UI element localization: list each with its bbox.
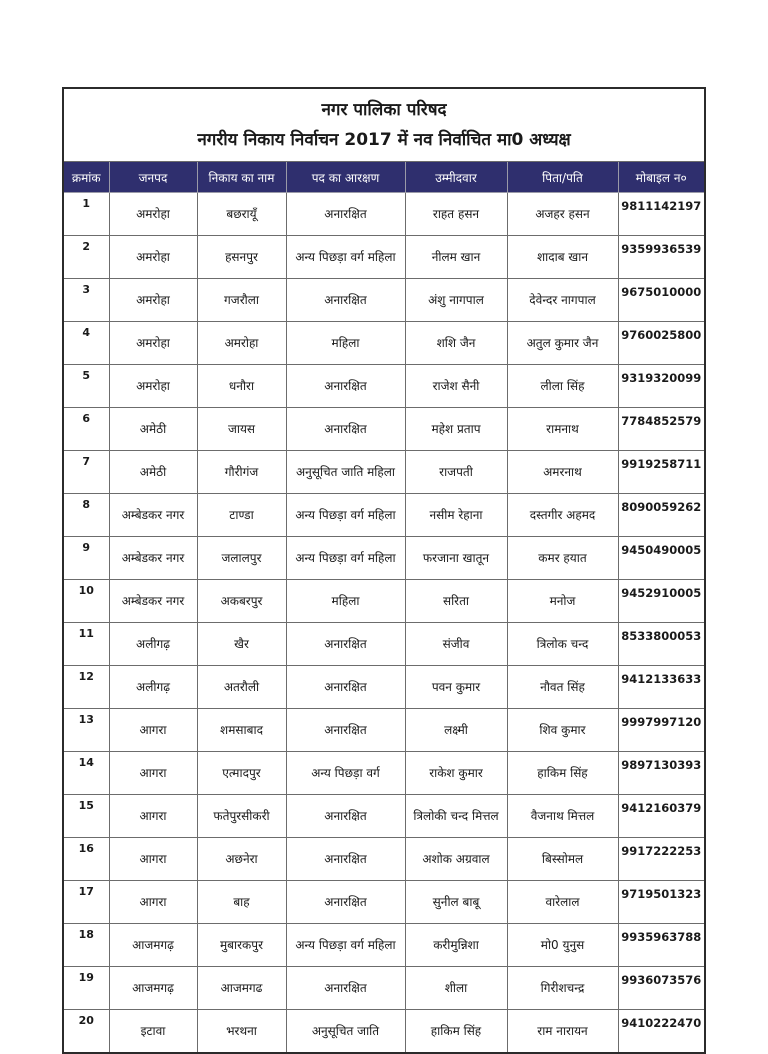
- cell-mobile: 7784852579: [618, 408, 705, 451]
- table-row: [63, 881, 705, 924]
- table-row: [63, 279, 705, 322]
- table-row: [63, 451, 705, 494]
- cell-district: आगरा: [109, 752, 197, 795]
- cell-body-name: बछरायूँ: [197, 193, 286, 236]
- cell-candidate: अंशु नागपाल: [405, 279, 507, 322]
- results-table: [62, 87, 706, 1054]
- cell-candidate: संजीव: [405, 623, 507, 666]
- cell-mobile: 8090059262: [618, 494, 705, 537]
- cell-district: अमेठी: [109, 408, 197, 451]
- cell-district: आजमगढ़: [109, 967, 197, 1010]
- cell-reservation: अनारक्षित: [286, 967, 405, 1010]
- cell-body-name: शमसाबाद: [197, 709, 286, 752]
- cell-serial: 13: [63, 709, 109, 752]
- cell-body-name: अमरोहा: [197, 322, 286, 365]
- cell-mobile: 9319320099: [618, 365, 705, 408]
- cell-candidate: सुनील बाबू: [405, 881, 507, 924]
- cell-reservation: अनारक्षित: [286, 365, 405, 408]
- cell-serial: 17: [63, 881, 109, 924]
- table-row: [63, 924, 705, 967]
- table-row: [63, 967, 705, 1010]
- cell-district: अमरोहा: [109, 365, 197, 408]
- table-row: [63, 322, 705, 365]
- cell-relative: लीला सिंह: [507, 365, 618, 408]
- cell-district: अम्बेडकर नगर: [109, 494, 197, 537]
- cell-candidate: राजेश सैनी: [405, 365, 507, 408]
- table-row: [63, 752, 705, 795]
- table-row: [63, 666, 705, 709]
- header-reservation: पद का आरक्षण: [286, 162, 405, 193]
- cell-relative: देवेन्दर नागपाल: [507, 279, 618, 322]
- cell-mobile: 9410222470: [618, 1010, 705, 1054]
- cell-candidate: लक्ष्मी: [405, 709, 507, 752]
- cell-relative: रामनाथ: [507, 408, 618, 451]
- cell-candidate: राकेश कुमार: [405, 752, 507, 795]
- cell-candidate: करीमुन्निशा: [405, 924, 507, 967]
- cell-serial: 20: [63, 1010, 109, 1054]
- cell-district: आगरा: [109, 838, 197, 881]
- cell-district: अमेठी: [109, 451, 197, 494]
- cell-serial: 16: [63, 838, 109, 881]
- cell-body-name: गजरौला: [197, 279, 286, 322]
- cell-candidate: त्रिलोकी चन्द मित्तल: [405, 795, 507, 838]
- cell-mobile: 9452910005: [618, 580, 705, 623]
- cell-serial: 8: [63, 494, 109, 537]
- cell-body-name: मुबारकपुर: [197, 924, 286, 967]
- cell-serial: 1: [63, 193, 109, 236]
- cell-mobile: 9897130393: [618, 752, 705, 795]
- cell-district: आगरा: [109, 881, 197, 924]
- cell-mobile: 9760025800: [618, 322, 705, 365]
- cell-candidate: हाकिम सिंह: [405, 1010, 507, 1054]
- page-title: नगर पालिका परिषद: [321, 100, 447, 120]
- cell-district: अमरोहा: [109, 322, 197, 365]
- cell-district: अमरोहा: [109, 193, 197, 236]
- cell-relative: नौवत सिंह: [507, 666, 618, 709]
- cell-relative: दस्तगीर अहमद: [507, 494, 618, 537]
- cell-mobile: 9412133633: [618, 666, 705, 709]
- cell-district: अलीगढ़: [109, 666, 197, 709]
- cell-candidate: राजपती: [405, 451, 507, 494]
- cell-mobile: 9675010000: [618, 279, 705, 322]
- cell-reservation: अनुसूचित जाति: [286, 1010, 405, 1054]
- cell-body-name: बाह: [197, 881, 286, 924]
- cell-reservation: अन्य पिछड़ा वर्ग: [286, 752, 405, 795]
- cell-candidate: नीलम खान: [405, 236, 507, 279]
- cell-district: अलीगढ़: [109, 623, 197, 666]
- cell-mobile: 9917222253: [618, 838, 705, 881]
- table-row: [63, 709, 705, 752]
- cell-serial: 9: [63, 537, 109, 580]
- cell-reservation: अनारक्षित: [286, 193, 405, 236]
- header-body-name: निकाय का नाम: [197, 162, 286, 193]
- cell-mobile: 9359936539: [618, 236, 705, 279]
- cell-mobile: 9935963788: [618, 924, 705, 967]
- cell-candidate: राहत हसन: [405, 193, 507, 236]
- cell-mobile: 9936073576: [618, 967, 705, 1010]
- cell-district: अमरोहा: [109, 236, 197, 279]
- cell-mobile: 9719501323: [618, 881, 705, 924]
- title-block: [63, 88, 705, 162]
- cell-mobile: 9811142197: [618, 193, 705, 236]
- cell-serial: 12: [63, 666, 109, 709]
- cell-serial: 11: [63, 623, 109, 666]
- cell-serial: 7: [63, 451, 109, 494]
- cell-relative: शादाब खान: [507, 236, 618, 279]
- cell-relative: वारेलाल: [507, 881, 618, 924]
- cell-reservation: अनारक्षित: [286, 795, 405, 838]
- cell-reservation: अन्य पिछड़ा वर्ग महिला: [286, 494, 405, 537]
- cell-body-name: खैर: [197, 623, 286, 666]
- table-row: [63, 623, 705, 666]
- cell-serial: 19: [63, 967, 109, 1010]
- cell-candidate: शशि जैन: [405, 322, 507, 365]
- cell-body-name: हसनपुर: [197, 236, 286, 279]
- cell-relative: गिरीशचन्द्र: [507, 967, 618, 1010]
- cell-district: अम्बेडकर नगर: [109, 537, 197, 580]
- cell-reservation: अनारक्षित: [286, 623, 405, 666]
- cell-serial: 15: [63, 795, 109, 838]
- cell-candidate: नसीम रेहाना: [405, 494, 507, 537]
- table-row: [63, 838, 705, 881]
- cell-candidate: शीला: [405, 967, 507, 1010]
- cell-candidate: फरजाना खातून: [405, 537, 507, 580]
- cell-relative: अजहर हसन: [507, 193, 618, 236]
- cell-reservation: अनारक्षित: [286, 881, 405, 924]
- table-row: [63, 408, 705, 451]
- header-row: [63, 162, 705, 193]
- cell-candidate: महेश प्रताप: [405, 408, 507, 451]
- cell-body-name: जलालपुर: [197, 537, 286, 580]
- header-mobile: मोबाइल न०: [618, 162, 705, 193]
- cell-district: अमरोहा: [109, 279, 197, 322]
- cell-reservation: अन्य पिछड़ा वर्ग महिला: [286, 537, 405, 580]
- cell-serial: 3: [63, 279, 109, 322]
- cell-district: आजमगढ़: [109, 924, 197, 967]
- cell-body-name: एत्मादपुर: [197, 752, 286, 795]
- cell-relative: वैजनाथ मित्तल: [507, 795, 618, 838]
- cell-candidate: पवन कुमार: [405, 666, 507, 709]
- cell-reservation: अनारक्षित: [286, 408, 405, 451]
- cell-reservation: अनुसूचित जाति महिला: [286, 451, 405, 494]
- table-row: [63, 537, 705, 580]
- page-subtitle: नगरीय निकाय निर्वाचन 2017 में नव निर्वाचित मा0 अध्यक्ष: [197, 130, 571, 150]
- header-candidate: उम्मीदवार: [405, 162, 507, 193]
- cell-relative: कमर हयात: [507, 537, 618, 580]
- cell-body-name: भरथना: [197, 1010, 286, 1054]
- cell-reservation: अन्य पिछड़ा वर्ग महिला: [286, 924, 405, 967]
- cell-candidate: सरिता: [405, 580, 507, 623]
- cell-body-name: अतरौली: [197, 666, 286, 709]
- table-row: [63, 365, 705, 408]
- cell-district: आगरा: [109, 709, 197, 752]
- cell-mobile: 9997997120: [618, 709, 705, 752]
- header-relative: पिता/पति: [507, 162, 618, 193]
- cell-body-name: अकबरपुर: [197, 580, 286, 623]
- cell-relative: अमरनाथ: [507, 451, 618, 494]
- cell-serial: 14: [63, 752, 109, 795]
- cell-body-name: जायस: [197, 408, 286, 451]
- cell-district: आगरा: [109, 795, 197, 838]
- cell-relative: मो0 युनुस: [507, 924, 618, 967]
- cell-reservation: महिला: [286, 322, 405, 365]
- cell-serial: 18: [63, 924, 109, 967]
- cell-reservation: महिला: [286, 580, 405, 623]
- cell-serial: 4: [63, 322, 109, 365]
- cell-reservation: अन्य पिछड़ा वर्ग महिला: [286, 236, 405, 279]
- cell-relative: अतुल कुमार जैन: [507, 322, 618, 365]
- cell-relative: त्रिलोक चन्द: [507, 623, 618, 666]
- cell-reservation: अनारक्षित: [286, 709, 405, 752]
- cell-mobile: 8533800053: [618, 623, 705, 666]
- cell-mobile: 9450490005: [618, 537, 705, 580]
- cell-body-name: आजमगढ: [197, 967, 286, 1010]
- cell-relative: राम नारायन: [507, 1010, 618, 1054]
- header-serial: क्रमांक: [63, 162, 109, 193]
- table-body: [63, 193, 705, 1054]
- table-row: [63, 494, 705, 537]
- cell-serial: 2: [63, 236, 109, 279]
- cell-candidate: अशोक अग्रवाल: [405, 838, 507, 881]
- cell-body-name: धनौरा: [197, 365, 286, 408]
- cell-relative: हाकिम सिंह: [507, 752, 618, 795]
- table-row: [63, 795, 705, 838]
- cell-body-name: टाण्डा: [197, 494, 286, 537]
- cell-body-name: अछनेरा: [197, 838, 286, 881]
- table-row: [63, 193, 705, 236]
- table-row: [63, 1010, 705, 1054]
- cell-district: इटावा: [109, 1010, 197, 1054]
- cell-body-name: गौरीगंज: [197, 451, 286, 494]
- cell-body-name: फतेपुरसीकरी: [197, 795, 286, 838]
- cell-mobile: 9919258711: [618, 451, 705, 494]
- cell-district: अम्बेडकर नगर: [109, 580, 197, 623]
- table-row: [63, 236, 705, 279]
- cell-reservation: अनारक्षित: [286, 279, 405, 322]
- header-district: जनपद: [109, 162, 197, 193]
- cell-relative: मनोज: [507, 580, 618, 623]
- cell-serial: 5: [63, 365, 109, 408]
- results-sheet: [62, 87, 704, 1054]
- cell-serial: 6: [63, 408, 109, 451]
- cell-reservation: अनारक्षित: [286, 838, 405, 881]
- cell-relative: शिव कुमार: [507, 709, 618, 752]
- cell-serial: 10: [63, 580, 109, 623]
- table-row: [63, 580, 705, 623]
- cell-mobile: 9412160379: [618, 795, 705, 838]
- cell-relative: बिस्सोमल: [507, 838, 618, 881]
- cell-reservation: अनारक्षित: [286, 666, 405, 709]
